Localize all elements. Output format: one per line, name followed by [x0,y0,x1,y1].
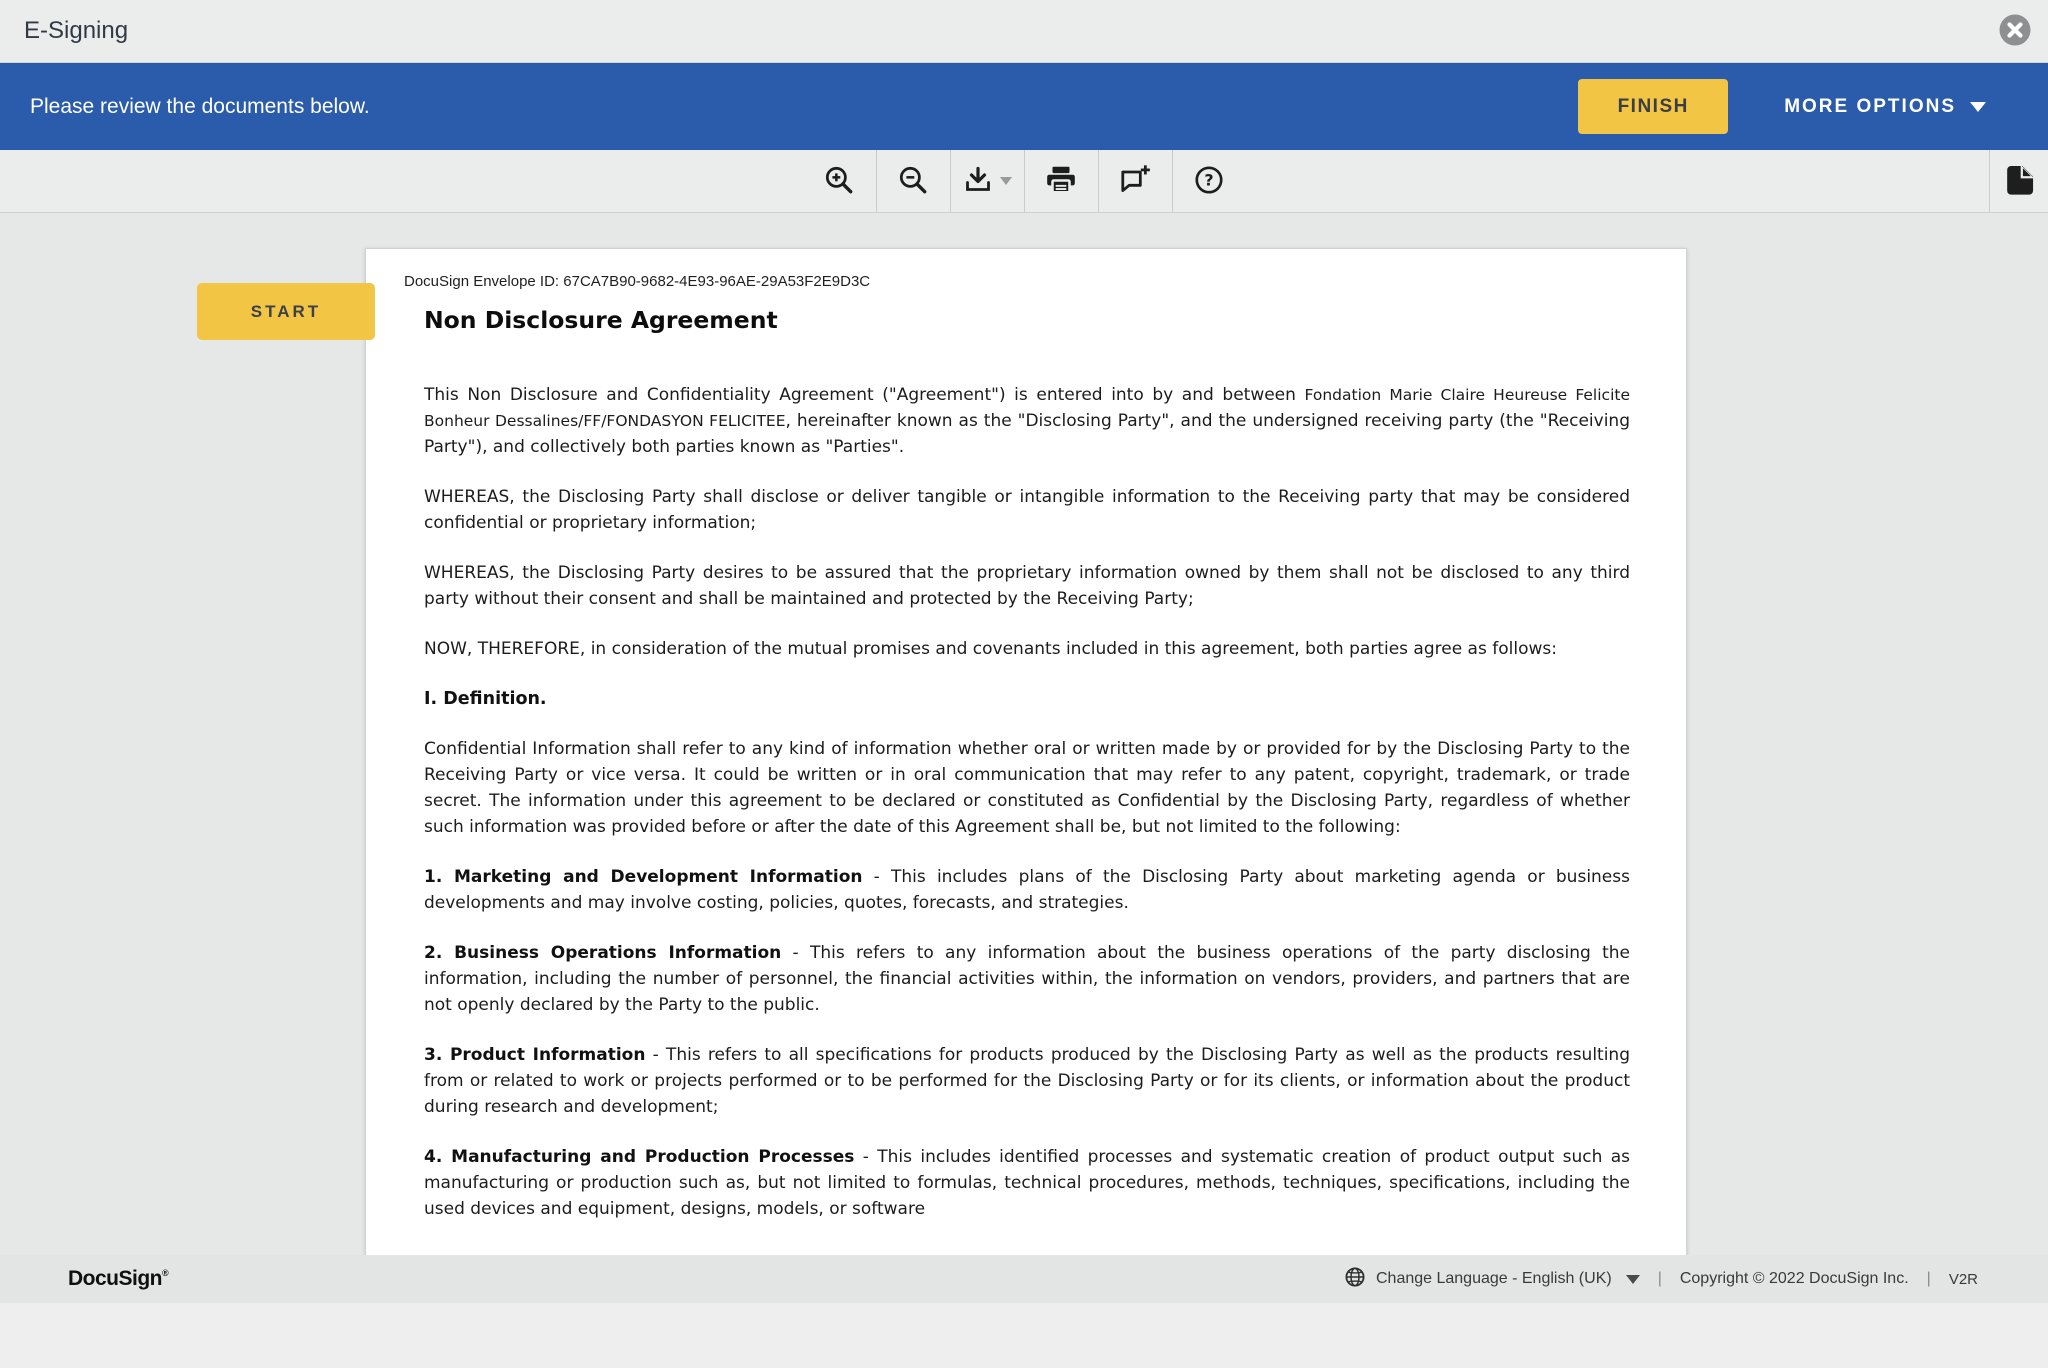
zoom-out-icon [896,163,930,200]
add-comment-button[interactable] [1099,150,1172,212]
registered-mark: ® [162,1268,169,1278]
document-paragraph: 1. Marketing and Development Information - This includes plans of the Disclosing Party about marketing agenda or business developments and may involve costing, policies, quotes, forecasts, and strategies. [424,867,1630,913]
download-button[interactable] [951,150,1024,212]
help-icon [1192,163,1226,200]
start-button[interactable]: START [197,283,375,340]
page-thumbnail-icon [2001,162,2037,201]
toolbar-right-section [1989,150,2048,212]
document-toolbar [0,150,2048,213]
close-button[interactable] [1998,14,2032,48]
page-title: E-Signing [24,17,129,44]
envelope-id: DocuSign Envelope ID: 67CA7B90-9682-4E93-96AE-29A53F2E9D3C [404,273,871,290]
more-options-button[interactable] [1784,96,1986,118]
review-banner [0,63,2048,150]
bottom-strip [0,1303,2048,1368]
document-paragraph: 3. Product Information - This refers to all specifications for products produced by the Disclosing Party as well as the products resulting from or related to work or projects performed or to be performed for the Disclosing Party or for its clients, or information about the product during research and development; [424,1045,1630,1117]
more-options-label: MORE OPTIONS [1784,95,1956,117]
document-section-heading: I. Definition. [424,689,547,709]
review-message: Please review the documents below. [30,94,370,118]
document-paragraph: This Non Disclosure and Confidentiality Agreement ("Agreement") is entered into by and between Fondation Marie Claire Heureuse Felicite Bonheur Dessalines/FF/FONDASYON FELICITEE, hereinafter known as the "Disclosing Party", and the undersigned receiving party (the "Receiving Party"), and collectively both parties known as "Parties". [424,385,1630,457]
top-bar [0,0,2048,63]
document-paragraph: Confidential Information shall refer to any kind of information whether oral or written made by or provided for by the Disclosing Party to the Receiving Party or vice versa. It could be written or in oral communication that may refer to any patent, copyright, trademark, or trade secret. The information under this agreement to be declared or constituted as Confidential by the Disclosing Party, regardless of whether such information was provided before or after the date of this Agreement shall be, but not limited to the following: [424,739,1630,837]
document-title: Non Disclosure Agreement [424,306,778,334]
print-button[interactable] [1025,150,1098,212]
language-caret-icon [1626,1275,1640,1284]
toolbar-button-group [803,150,1246,212]
document-paragraph: WHEREAS, the Disclosing Party desires to be assured that the proprietary information owned by them shall not be disclosed to any third party without their consent and shall be maintained and protected by the Receiving Party; [424,563,1630,609]
download-options-caret-icon [1000,177,1012,185]
document-viewport [0,213,2048,1255]
docusign-logo [68,1267,168,1291]
footer-bar [0,1255,2048,1303]
change-language-control[interactable] [1344,1266,1640,1293]
chevron-down-icon [1970,102,1986,112]
copyright-text: Copyright © 2022 DocuSign Inc. [1679,1270,1909,1287]
document-paragraph: NOW, THEREFORE, in consideration of the mutual promises and covenants included in this agreement, both parties agree as follows: [424,639,1557,659]
version-text: V2R [1948,1270,1978,1288]
document-paragraph: WHEREAS, the Disclosing Party shall disclose or deliver tangible or intangible information to the Receiving party that may be considered confidential or proprietary information; [424,487,1630,533]
add-comment-icon [1118,163,1152,200]
download-icon [963,164,995,199]
document-paragraph: 2. Business Operations Information - This refers to any information about the business operations of the party disclosing the information, including the number of personnel, the financial activities within, the information on vendors, providers, and partners that are not openly declared by the Party to the public. [424,943,1630,1015]
footer-right-section [1344,1266,1978,1293]
print-icon [1044,163,1078,200]
zoom-out-button[interactable] [877,150,950,212]
help-button[interactable] [1173,150,1246,212]
language-label: Change Language - English (UK) [1375,1270,1612,1287]
zoom-in-button[interactable] [803,150,876,212]
inserted-party-name: Fondation Marie Claire Heureuse Felicite Bonheur Dessalines/FF/FONDASYON FELICITEE [424,386,1630,430]
close-icon [1998,13,2032,50]
footer-divider: | [1657,1270,1662,1287]
globe-icon [1344,1266,1366,1293]
document-paragraph: 4. Manufacturing and Production Processes - This includes identified processes and systematic creation of product output such as manufacturing or production such as, but not limited to formulas, technical procedures, methods, techniques, specifications, including the used devices and equipment, designs, models, or software [424,1147,1630,1219]
document-page [365,248,1687,1255]
document-paragraphs [424,382,1630,1222]
brand-wordmark: DocuSign [68,1267,162,1290]
page-thumbnail-button[interactable] [1990,150,2048,212]
finish-button[interactable]: FINISH [1578,79,1728,134]
svg-text:?: ? [1204,169,1214,189]
zoom-in-icon [822,163,856,200]
footer-divider: | [1926,1270,1931,1287]
